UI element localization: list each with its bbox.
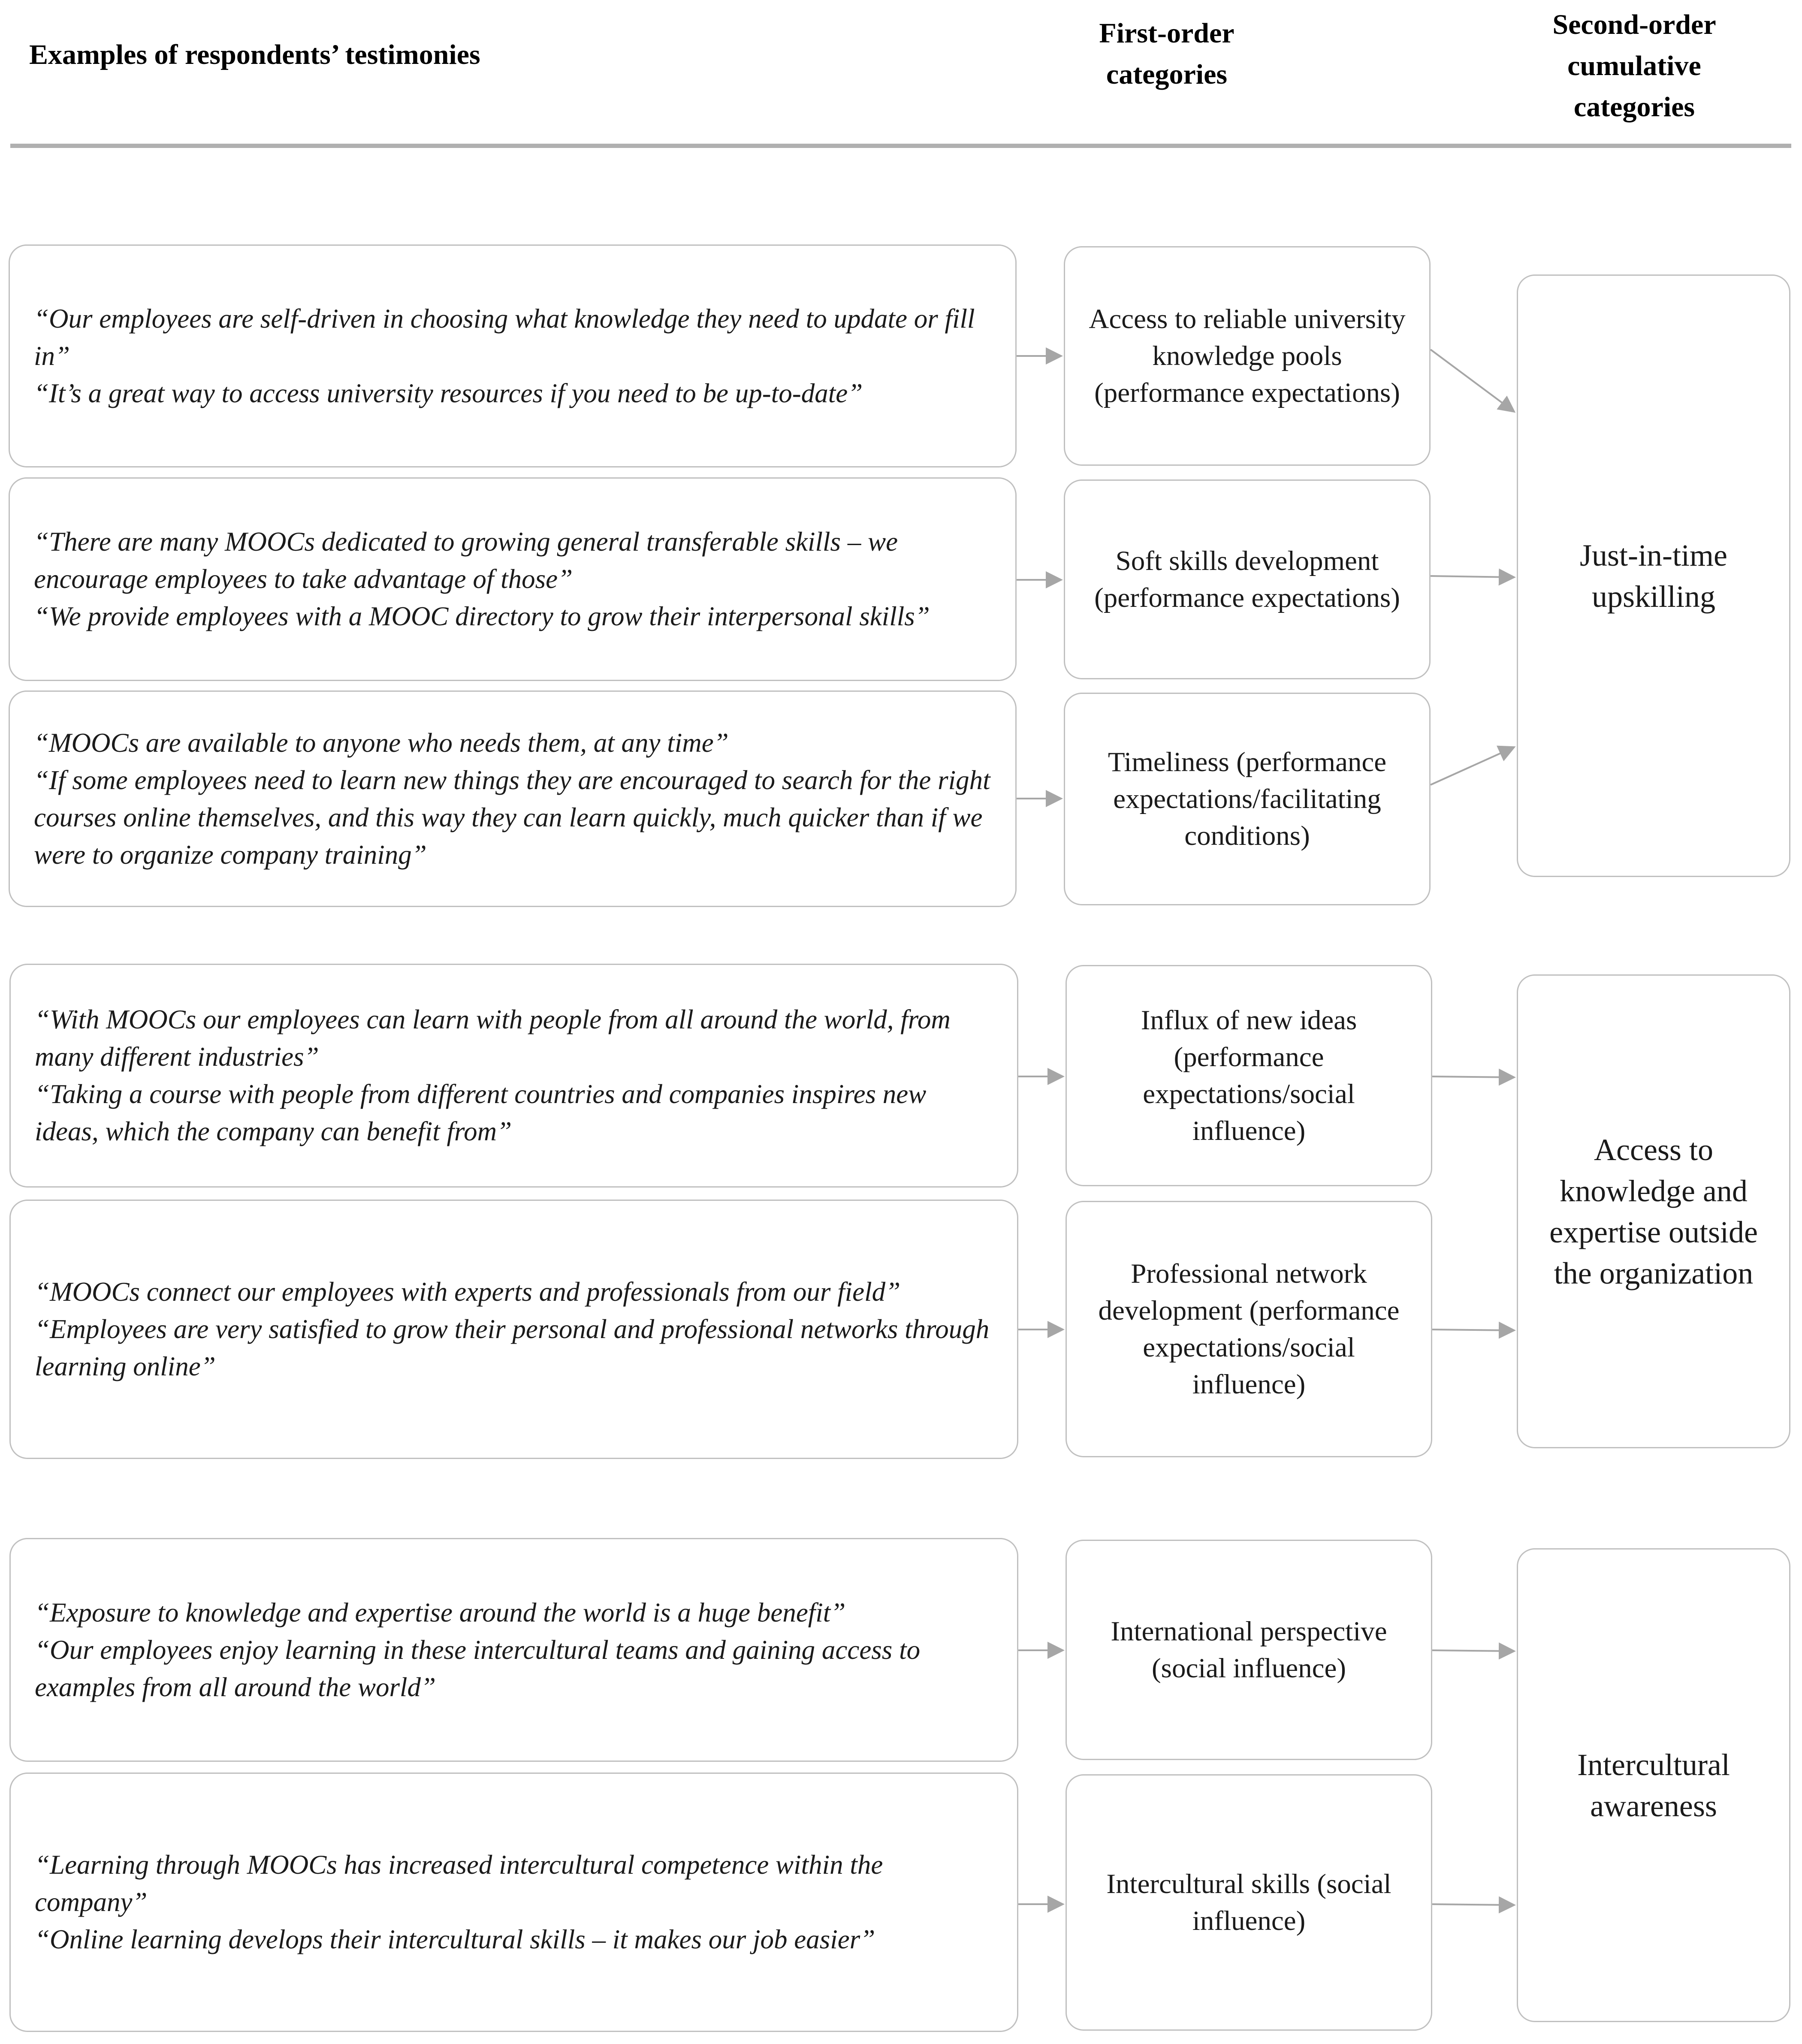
arrow-category-1 [1431, 350, 1514, 412]
header-first-order: First-order categories [1099, 18, 1235, 90]
arrow-category-4 [1432, 1076, 1514, 1077]
category-label: Timeliness (performance expectations/facilitating conditions) [1108, 747, 1387, 851]
header-second-order: Second-order cumulative categories [1552, 9, 1716, 123]
testimony-quote: “If some employees need to learn new things they are encouraged to search for the right courses online themselves, and this way they can learn quickly, much quicker than if we were to organize company training” [34, 765, 990, 870]
category-label: Intercultural skills (social influence) [1106, 1869, 1391, 1936]
category-label: Access to reliable university knowledge pools (performance expectations) [1089, 304, 1406, 408]
second-order-label: Just-in-time upskilling [1580, 538, 1727, 614]
category-label: International perspective (social influence) [1111, 1616, 1387, 1684]
testimony-quote: “It’s a great way to access university resources if you need to be up-to-date” [34, 378, 863, 408]
testimony-quote: “Taking a course with people from different countries and companies inspires new ideas, which the company can benefit from” [35, 1079, 927, 1146]
testimony-quote: “Exposure to knowledge and expertise around the world is a huge benefit” [35, 1597, 846, 1628]
testimony-quote: “With MOOCs our employees can learn with people from all around the world, from many different industries” [35, 1004, 951, 1072]
arrow-category-2 [1431, 576, 1514, 577]
category-label: Influx of new ideas (performance expectations/social influence) [1141, 1005, 1357, 1146]
header-testimonies: Examples of respondents’ testimonies [29, 39, 480, 70]
testimony-quote: “Online learning develops their intercultural skills – it makes our job easier” [35, 1924, 875, 1954]
second-order-label: Access to knowledge and expertise outside the organization [1549, 1132, 1758, 1290]
testimony-quote: “Employees are very satisfied to grow their personal and professional networks through learning online” [35, 1314, 990, 1381]
testimony-quote: “Our employees are self-driven in choosing what knowledge they need to update or fill in” [34, 303, 975, 371]
arrow-category-3 [1431, 747, 1514, 785]
arrow-category-6 [1432, 1650, 1514, 1651]
second-order-label: Intercultural awareness [1577, 1747, 1730, 1823]
testimony-quote: “MOOCs connect our employees with experts and professionals from our field” [35, 1277, 901, 1307]
category-label: Soft skills development (performance expectations) [1094, 546, 1400, 613]
testimony-quote: “We provide employees with a MOOC directory to grow their interpersonal skills” [34, 601, 930, 631]
testimony-quote: “Learning through MOOCs has increased intercultural competence within the company” [35, 1850, 883, 1917]
category-label: Professional network development (performance expectations/social influence) [1098, 1258, 1400, 1400]
testimony-quote: “MOOCs are available to anyone who needs them, at any time” [34, 727, 729, 758]
testimony-quote: “There are many MOOCs dedicated to growing general transferable skills – we encourage employees to take advantage of those” [34, 527, 898, 594]
testimony-quote: “Our employees enjoy learning in these intercultural teams and gaining access to examples from all around the world” [35, 1634, 921, 1702]
arrow-category-7 [1432, 1904, 1514, 1905]
